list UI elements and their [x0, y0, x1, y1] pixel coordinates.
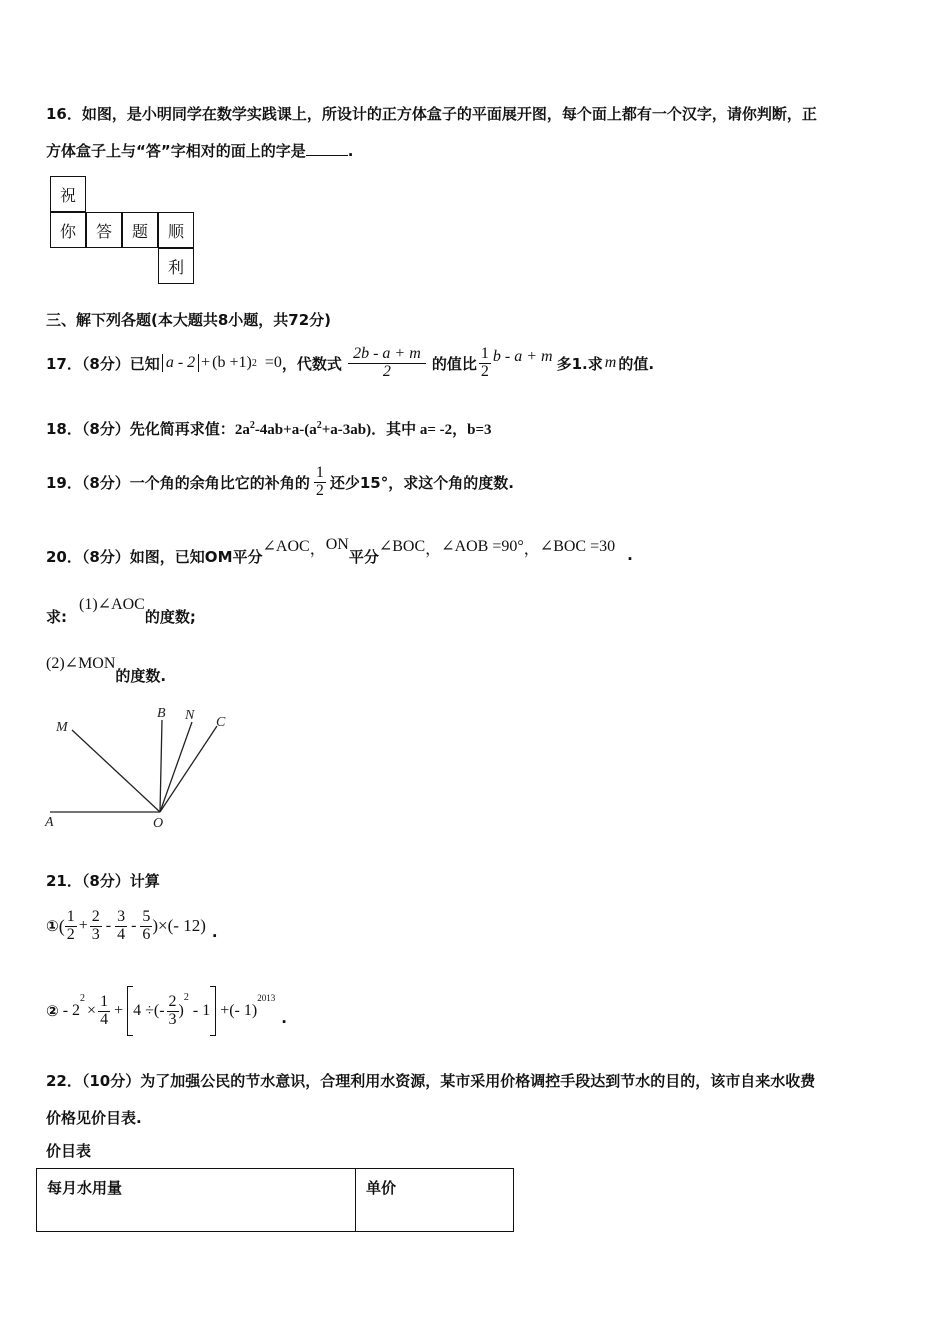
q21-i2-bracket — [127, 986, 216, 1036]
q21-i1-f4n: 5 — [142, 907, 151, 925]
q16-line2 — [46, 140, 353, 161]
q16-line2-end: . — [347, 142, 354, 160]
q21-i2-inner: 4 ÷(- — [133, 1002, 165, 1019]
q19-den: 2 — [315, 481, 324, 499]
q17-abs-expr: a - 2 — [165, 354, 196, 371]
table-header-usage: 每月水用量 — [37, 1169, 356, 1232]
q17-suffix: 多1.求 — [556, 354, 603, 373]
q20-angle-aoc: ∠AOC — [262, 538, 310, 555]
q21-item1-marker: ① — [46, 917, 59, 935]
q21-i1-frac4 — [140, 909, 152, 944]
q22-line1: 22．（10分）为了加强公民的节水意识，合理利用水资源，某市采用价格调控手段达到节水的目的，该市自来水收费 — [46, 1072, 816, 1090]
q20-angle-boc: ∠BOC — [378, 538, 426, 555]
q17-eq0: =0 — [264, 354, 282, 371]
q19 — [46, 454, 514, 510]
q21-i1-open: ( — [58, 915, 65, 936]
q17-half-num: 1 — [480, 344, 489, 362]
q20-part2 — [46, 653, 166, 686]
q18-expr-c: +a-3ab)．其中 a= -2，b=3 — [321, 422, 492, 438]
q20-part2-math: (2)∠MON — [46, 655, 116, 672]
q21-i1-f2d: 3 — [91, 925, 100, 943]
label-b: B — [157, 706, 166, 721]
q21-title: 21．（8分）计算 — [46, 872, 160, 890]
net-cell-ti: 题 — [122, 212, 158, 248]
q20-angle-boc-value: ∠BOC =30 — [539, 538, 616, 555]
q16-line2-text: 方体盒子上与“答”字相对的面上的字是 — [46, 142, 306, 160]
answer-blank — [306, 141, 348, 156]
q17-paren: (b +1) — [212, 354, 252, 371]
q17-plus: + — [201, 354, 211, 371]
q21-i1-f4d: 6 — [142, 925, 151, 943]
q21-i1-frac2 — [90, 909, 102, 944]
q20-part2-text: 的度数. — [115, 667, 167, 685]
table-row — [37, 1169, 514, 1232]
q21-i1-op3: - — [131, 917, 137, 934]
q21-i1-f1d: 2 — [66, 925, 75, 943]
q21-i2-fn: 1 — [100, 992, 109, 1010]
label-m: M — [56, 720, 68, 735]
q21-i2-inner-exp: 2 — [183, 992, 189, 1003]
price-table — [36, 1168, 514, 1232]
label-o: O — [153, 816, 164, 831]
net-cell-da: 答 — [86, 212, 122, 248]
q17-prefix: 17．（8分）已知 — [46, 354, 160, 373]
q18-sup1: 2 — [249, 420, 255, 431]
net-cell-shun: 顺 — [158, 212, 194, 248]
label-c: C — [216, 715, 226, 730]
q17-frac-num: 2b - a + m — [348, 346, 426, 364]
q20-comma1: ， — [309, 541, 326, 558]
q22-line2: 价格见价目表. — [46, 1109, 142, 1127]
q18-sup2: 2 — [316, 420, 322, 431]
q21-i2-tail-exp: 2013 — [257, 993, 276, 1003]
net-cell-ni: 你 — [50, 212, 86, 248]
q21-i2-times: × — [87, 1002, 97, 1019]
q17-expr2: b - a + m — [492, 348, 553, 365]
q21-i1-close: )×(- 12) — [152, 916, 206, 935]
q17-half-den: 2 — [480, 362, 489, 380]
ray-oc — [160, 726, 217, 812]
q18-expr — [235, 422, 492, 438]
q21-i2-inner-tail: - 1 — [192, 1002, 211, 1019]
q17-abs — [162, 354, 199, 372]
q21-item2 — [46, 983, 287, 1039]
section-3-heading: 三、解下列各题(本大题共8小题，共72分) — [46, 311, 332, 329]
q21-i1-end: . — [211, 923, 218, 941]
q20-comma2: ， — [425, 541, 442, 558]
q21-i1-f2n: 2 — [91, 907, 100, 925]
q20-angle-aob: ∠AOB =90° — [441, 538, 524, 555]
q16-line1: 16．如图，是小明同学在数学实践课上，所设计的正方体盒子的平面展开图，每个面上都有一个汉字，请你判断，正 — [46, 105, 817, 123]
q17-frac-den: 2 — [382, 362, 391, 380]
q21-i2-a: - 2 — [62, 1002, 81, 1019]
q17-half — [479, 346, 491, 381]
q21-i2-inner-frac — [167, 994, 179, 1029]
q21-i2-end: . — [281, 1009, 287, 1027]
q21-i1-f3n: 3 — [117, 907, 126, 925]
q17-mid2: 的值比 — [431, 354, 477, 373]
q21-i2-frac — [98, 994, 110, 1029]
q21-item2-marker: ② — [46, 1002, 59, 1020]
q20-ask-label: 求: — [46, 608, 67, 626]
q20-part1-math: (1)∠AOC — [79, 596, 145, 613]
q21-i2-gn: 2 — [168, 992, 177, 1010]
q21-item1 — [46, 900, 218, 952]
q21-i1-frac1 — [65, 909, 77, 944]
q20-part1-text: 的度数; — [144, 608, 196, 626]
q20-comma3: ， — [523, 541, 540, 558]
angle-figure — [40, 700, 250, 835]
q20-bisect: 平分 — [348, 548, 379, 566]
q19-num: 1 — [315, 463, 324, 481]
net-cell-li: 利 — [158, 248, 194, 284]
q19-prefix: 19．（8分）一个角的余角比它的补角的 — [46, 473, 310, 492]
q20-on: ON — [325, 536, 349, 553]
q21-i2-tail: +(- 1) — [220, 1002, 258, 1019]
table-header-price: 单价 — [356, 1169, 514, 1232]
q20 — [46, 536, 633, 566]
net-cell-zhu: 祝 — [50, 176, 86, 212]
q21-i1-frac3 — [115, 909, 127, 944]
q19-fraction — [314, 465, 326, 500]
q19-suffix: 还少15°，求这个角的度数. — [329, 473, 514, 492]
q17-fraction — [348, 346, 426, 381]
q17-m: m — [604, 354, 617, 371]
q17-suffix2: 的值. — [618, 354, 655, 373]
q21-i2-gd: 3 — [168, 1010, 177, 1028]
q21-i1-f1n: 1 — [66, 907, 75, 925]
q17-exp: 2 — [251, 357, 257, 369]
q21-i2-plus: + — [114, 1002, 124, 1019]
q18-prefix: 18．（8分）先化简再求值： — [46, 420, 235, 438]
q21-i1-op2: - — [105, 917, 112, 934]
q21-i2-inner-close: ) — [178, 1002, 184, 1019]
q17-mid: ，代数式 — [281, 354, 342, 373]
ray-on — [160, 722, 192, 812]
q21-i2-fd: 4 — [100, 1010, 109, 1028]
price-table-title: 价目表 — [46, 1142, 92, 1160]
ray-ob — [160, 720, 162, 812]
q18-expr-a: 2a — [234, 422, 250, 438]
label-a: A — [45, 815, 54, 830]
ray-om — [72, 730, 160, 812]
q18-expr-b: -4ab+a-(a — [254, 422, 317, 438]
q21-i1-f3d: 4 — [117, 925, 126, 943]
q17 — [46, 333, 654, 393]
q21-i2-a-exp: 2 — [80, 993, 86, 1004]
label-n: N — [185, 708, 195, 723]
q21-i1-op1: + — [78, 917, 88, 934]
q20-end: . — [627, 546, 633, 564]
q18 — [46, 418, 492, 439]
q20-prefix: 20．（8分）如图，已知OM平分 — [46, 548, 263, 566]
q20-part1 — [46, 594, 196, 627]
